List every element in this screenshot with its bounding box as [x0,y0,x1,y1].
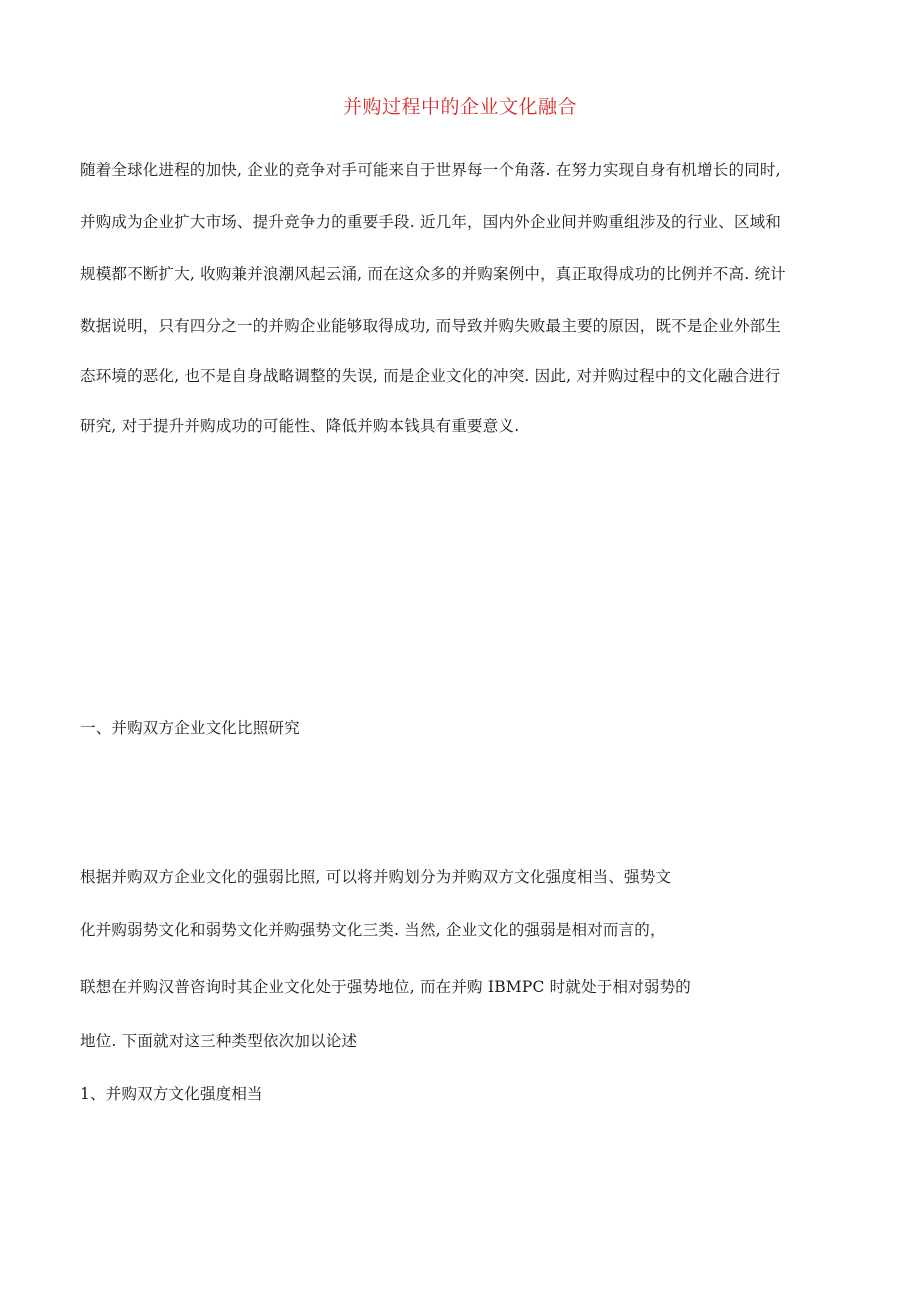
paragraph-line: 根据并购双方企业文化的强弱比照, 可以将并购划分为并购双方文化强度相当、强势文 [80,868,672,886]
paragraph-line: 规模都不断扩大, 收购兼并浪潮风起云涌, 而在这众多的并购案例中，真正取得成功的比例并不高. 统计 [80,265,786,283]
paragraph-line: 地位. 下面就对这三种类型依次加以论述 [80,1032,358,1050]
paragraph-line: 态环境的恶化, 也不是自身战略调整的失误, 而是企业文化的冲突. 因此, 对并购过程中的文化融合进行 [80,367,781,385]
subsection-heading: 1、并购双方文化强度相当 [80,1085,263,1103]
paragraph-line: 化并购弱势文化和弱势文化并购强势文化三类. 当然, 企业文化的强弱是相对而言的， [80,921,666,939]
section-heading: 一、并购双方企业文化比照研究 [80,719,300,737]
paragraph-line: 数据说明，只有四分之一的并购企业能够取得成功, 而导致并购失败最主要的原因，既不是企业外部生 [80,317,782,335]
paragraph-line: 并购成为企业扩大市场、提升竞争力的重要手段. 近几年，国内外企业间并购重组涉及的行业、区域和 [80,213,782,231]
paragraph-line: 联想在并购汉普咨询时其企业文化处于强势地位, 而在并购 IBMPC 时就处于相对弱势的 [80,978,691,996]
paragraph-line: 研究, 对于提升并购成功的可能性、降低并购本钱具有重要意义. [80,417,520,435]
document-title: 并购过程中的企业文化融合 [342,96,577,118]
paragraph-line: 随着全球化进程的加快, 企业的竞争对手可能来自于世界每一个角落. 在努力实现自身有机增长的同时, [80,161,781,179]
